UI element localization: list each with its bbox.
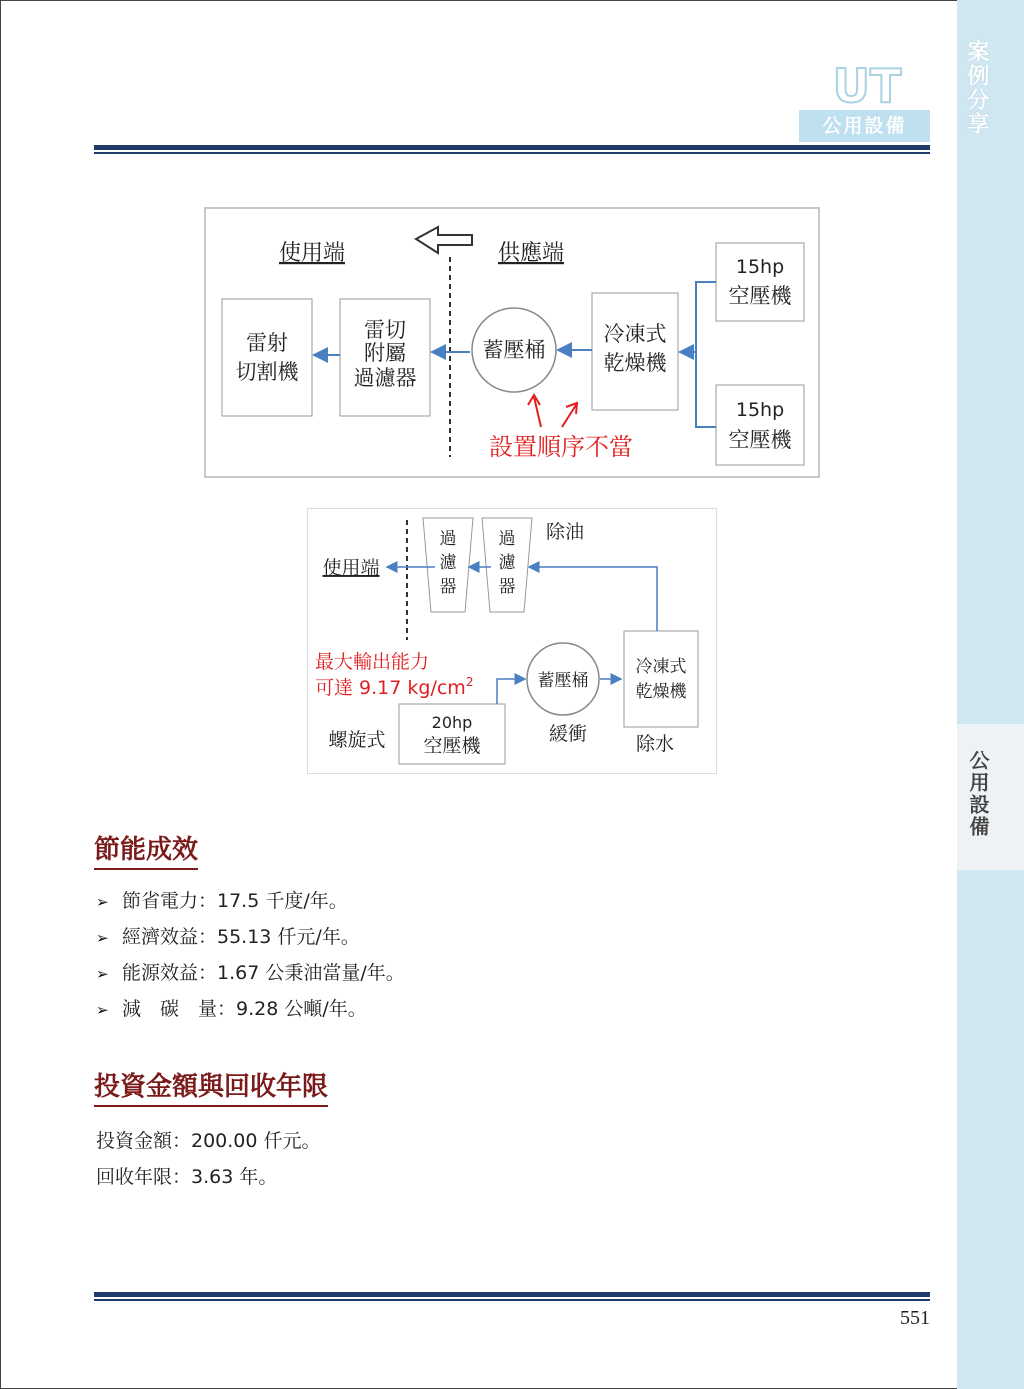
filter-a-char-1: 過 — [439, 529, 457, 549]
use-end-label: 使用端 — [278, 241, 346, 266]
tank-label: 蓄壓桶 — [482, 338, 546, 362]
supply-end-label: 供應端 — [497, 241, 565, 266]
arrow-bullet-icon: ➢ — [96, 893, 109, 911]
footer-rule — [94, 1292, 930, 1301]
diagram-improved-layout — [307, 508, 717, 774]
laser-cutter-box — [222, 299, 312, 416]
list-item-text: 節省電力：17.5 千度/年。 — [122, 890, 348, 912]
ut-logo — [808, 62, 926, 110]
compressor-20hp-hp: 20hp — [431, 713, 473, 732]
max-output-line-2: 可達 9.17 $kg/cm^2$ — [315, 675, 474, 699]
filter-a-char-3: 器 — [439, 577, 457, 597]
logo-label: 公用設備 — [799, 110, 930, 142]
logo-letters: UT — [832, 62, 902, 110]
diagram-original-layout — [204, 207, 820, 478]
warning-label: 設置順序不當 — [489, 433, 633, 461]
compressor-1-box — [716, 243, 804, 321]
filter-b-char-1: 過 — [498, 529, 516, 549]
filter-b-char-3: 器 — [498, 577, 516, 597]
list-item — [96, 958, 405, 994]
list-item-text: 經濟效益：55.13 仟元/年。 — [122, 926, 360, 948]
filter-label-3: 過濾器 — [353, 366, 417, 390]
section-title-energy-savings: 節能成效 — [94, 829, 198, 870]
list-item — [96, 922, 405, 958]
filter-b-char-2: 濾 — [498, 553, 516, 573]
arrow-bullet-icon: ➢ — [96, 1001, 109, 1019]
list-item-text: 減 碳 量：9.28 公噸/年。 — [122, 998, 367, 1020]
investment-amount: 投資金額：200.00 仟元。 — [96, 1130, 321, 1152]
use-end-label-2: 使用端 — [322, 557, 380, 579]
compressor-20hp-label: 空壓機 — [423, 735, 481, 757]
water-removal-label: 除水 — [635, 733, 675, 755]
compressor-2-label: 空壓機 — [728, 428, 792, 452]
page-number: 551 — [900, 1307, 930, 1329]
laser-label-2: 切割機 — [235, 360, 299, 384]
filter-label-2: 附屬 — [364, 341, 406, 365]
arrow-bullet-icon: ➢ — [96, 929, 109, 947]
dryer-label-2: 乾燥機 — [603, 351, 667, 375]
dryer2-label-1: 冷凍式 — [635, 657, 687, 677]
list-item — [96, 886, 405, 922]
compressor-1-hp: 15hp — [735, 256, 785, 278]
payback-period: 回收年限：3.63 年。 — [96, 1166, 278, 1188]
side-section-label: 案例分享 — [964, 40, 989, 136]
compressor-2-hp: 15hp — [735, 399, 785, 421]
energy-savings-list — [96, 886, 405, 1030]
arrow-bullet-icon: ➢ — [96, 965, 109, 983]
buffer-label: 緩衝 — [548, 723, 588, 745]
header-rule — [94, 145, 930, 154]
laser-label-1: 雷射 — [246, 331, 288, 355]
dryer-box-2 — [624, 631, 698, 727]
list-item — [96, 994, 405, 1030]
side-tab-label: 公用設備 — [966, 750, 990, 838]
oil-removal-label: 除油 — [545, 521, 585, 543]
dryer-label-1: 冷凍式 — [603, 322, 667, 346]
filter-a-char-2: 濾 — [439, 553, 457, 573]
list-item-text: 能源效益：1.67 公秉油當量/年。 — [122, 962, 405, 984]
screw-type-label: 螺旋式 — [328, 729, 386, 751]
compressor-1-label: 空壓機 — [728, 284, 792, 308]
tank-label-2: 蓄壓桶 — [537, 671, 589, 691]
dryer2-label-2: 乾燥機 — [635, 682, 687, 702]
section-title-investment: 投資金額與回收年限 — [94, 1066, 328, 1107]
filter-label-1: 雷切 — [364, 318, 406, 342]
max-output-line-1: 最大輸出能力 — [315, 651, 430, 673]
compressor-2-box — [716, 385, 804, 465]
side-strip — [957, 0, 1024, 1389]
